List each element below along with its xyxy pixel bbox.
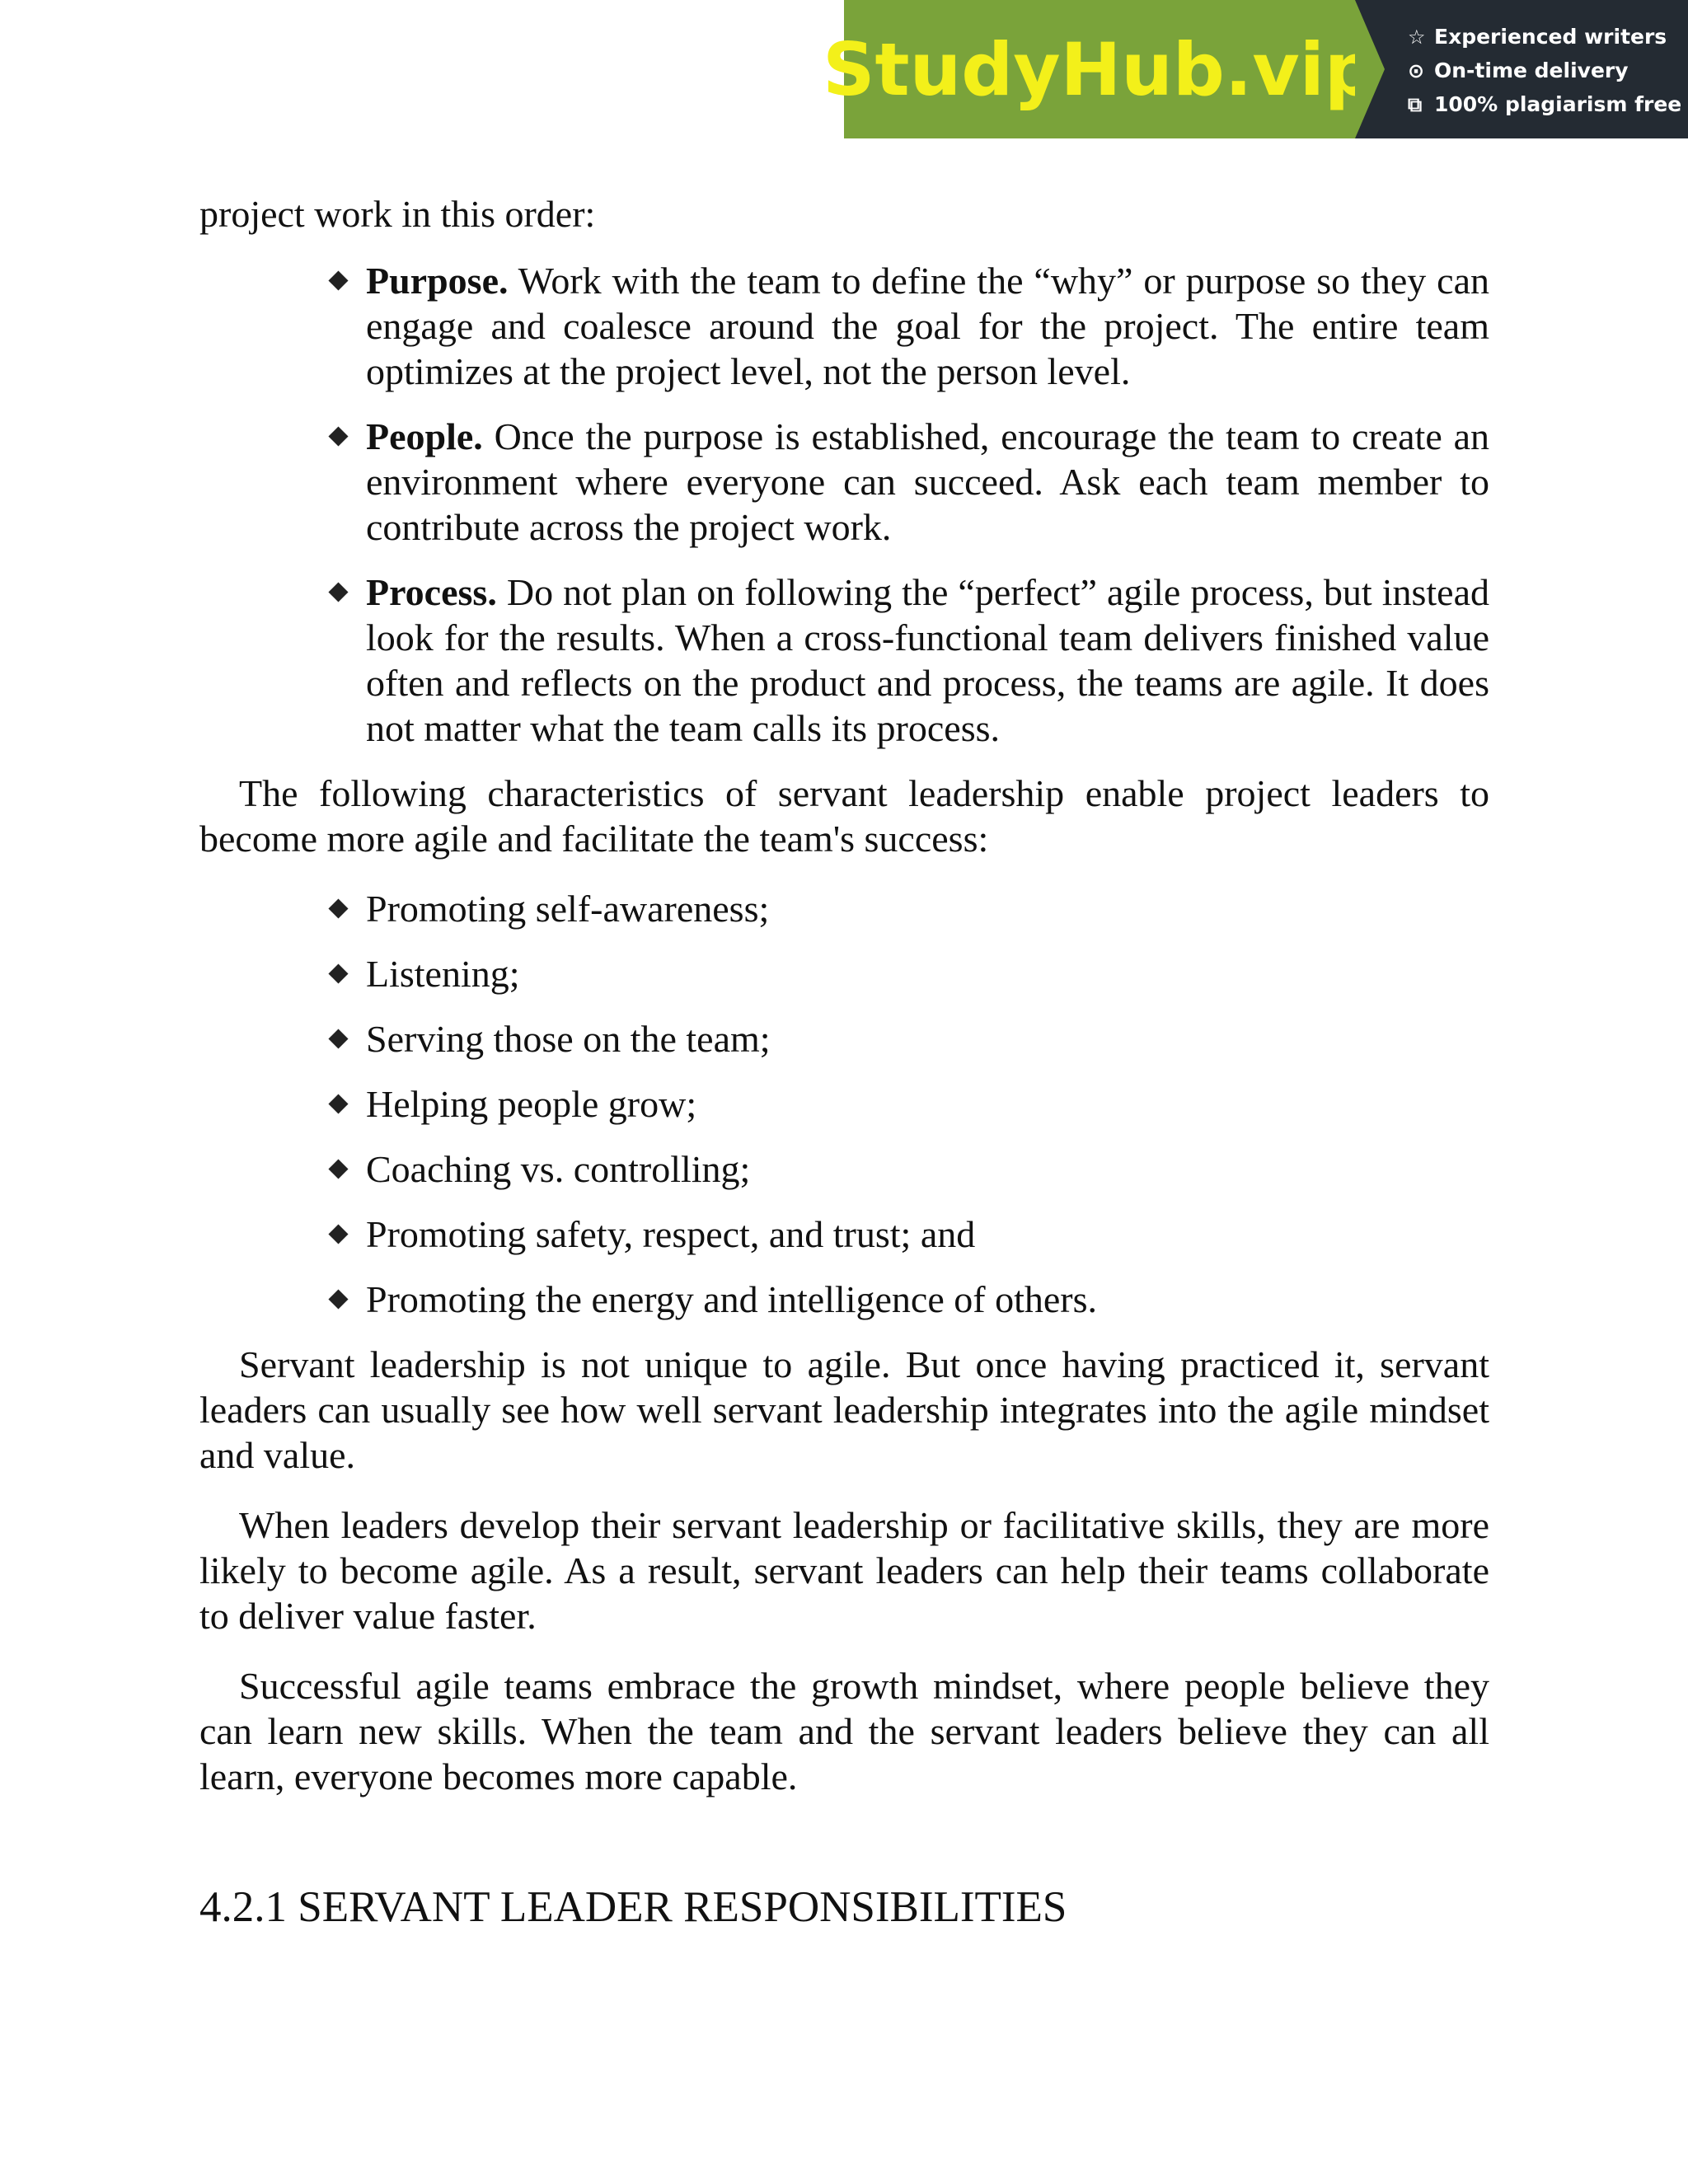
feature-on-time-delivery [1408,54,1688,87]
feature-experienced-writers [1408,20,1688,54]
list-item [366,569,1489,751]
list-item-text: Promoting the energy and intelligence of others. [366,1278,1097,1320]
intro-text: project work in this order: [199,193,596,235]
list-item [366,1081,1489,1127]
diamond-bullet-icon [328,582,348,602]
diamond-bullet-icon [328,1159,348,1179]
clock-icon: ⊙ [1408,59,1425,82]
list-item-text: Helping people grow; [366,1083,697,1125]
studyhub-banner[interactable] [823,0,1688,138]
studyhub-logo[interactable] [823,0,1376,138]
list-item-text: Coaching vs. controlling; [366,1148,751,1190]
principles-list [199,258,1489,751]
diamond-bullet-icon [328,1289,348,1309]
banner-arrow-decoration [1355,0,1385,138]
diamond-bullet-icon [328,1224,348,1244]
term-label: Process. [366,571,497,613]
feature-label: On-time delivery [1434,59,1629,82]
list-item [366,1146,1489,1192]
list-item-text: Promoting safety, respect, and trust; and [366,1213,976,1255]
list-item-text: Listening; [366,953,520,995]
list-item [366,414,1489,550]
list-item [366,886,1489,931]
diamond-bullet-icon [328,1094,348,1113]
document-body [199,191,1489,1933]
diamond-bullet-icon [328,1029,348,1048]
list-item [366,1277,1489,1322]
feature-label: 100% plagiarism free [1434,92,1682,116]
list-item [366,1212,1489,1257]
diamond-bullet-icon [328,270,348,290]
body-paragraph: When leaders develop their servant leadership or facilitative skills, they are more likely to become agile. As a result, servant leaders can help their teams collaborate to deliver value faster. [199,1504,1489,1637]
body-paragraph: Successful agile teams embrace the growth mindset, where people believe they can learn new skills. When the team and the servant leaders believe they can all learn, everyone becomes more capable. [199,1665,1489,1797]
characteristics-list [199,886,1489,1322]
banner-features [1355,0,1688,138]
star-icon: ☆ [1408,25,1426,49]
term-label: Purpose. [366,260,509,302]
diamond-bullet-icon [328,963,348,983]
term-description: Work with the team to define the “why” or purpose so they can engage and coalesce around the goal for the project. The entire team optimizes at the project level, not the person level. [366,260,1489,392]
feature-label: Experienced writers [1434,25,1667,49]
body-paragraph: Servant leadership is not unique to agile. But once having practiced it, servant leaders can usually see how well servant leadership integrates into the agile mindset and value. [199,1343,1489,1476]
term-description: Once the purpose is established, encourage the team to create an environment where everyone can succeed. Ask each team member to contribute across the project work. [366,415,1489,548]
logo-text: StudyHub.vip [823,26,1376,112]
section-heading: 4.2.1 SERVANT LEADER RESPONSIBILITIES [199,1883,1067,1931]
list-item [366,951,1489,996]
diamond-bullet-icon [328,426,348,446]
copy-icon: ⧉ [1408,92,1423,116]
feature-plagiarism-free [1408,87,1688,121]
list-item-text: Promoting self-awareness; [366,888,770,930]
list-item-text: Serving those on the team; [366,1018,771,1060]
term-label: People. [366,415,483,457]
list-item [366,1016,1489,1062]
term-description: Do not plan on following the “perfect” agile process, but instead look for the results. When a cross-functional team delivers finished value often and reflects on the product and process, the teams are agile. It does not matter what the team calls its process. [366,571,1489,749]
characteristics-intro: The following characteristics of servant leadership enable project leaders to become more agile and facilitate the team's success: [199,772,1489,860]
list-item [366,258,1489,394]
diamond-bullet-icon [328,898,348,918]
